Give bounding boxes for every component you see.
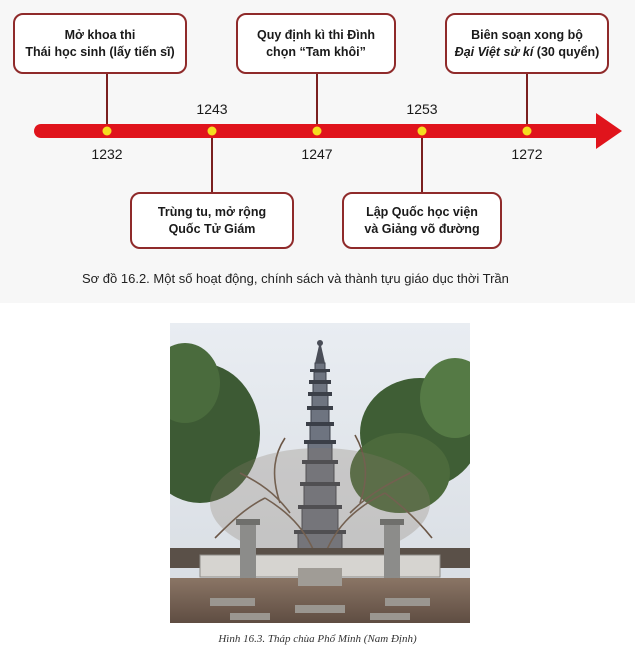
diagram-caption: Sơ đồ 16.2. Một số hoạt động, chính sách và thành tựu giáo dục thời Trần <box>82 271 509 286</box>
event-text-1272-line1: Biên soạn xong bộ <box>471 27 583 42</box>
event-box-1253 <box>342 192 502 249</box>
event-box-1247 <box>236 13 396 74</box>
year-label-1232: 1232 <box>91 146 123 162</box>
event-text-1247-line1: Quy định kì thi Đình <box>256 27 376 42</box>
year-label-1243: 1243 <box>196 101 228 117</box>
event-box-1232 <box>13 13 187 74</box>
timeline-dot-1253 <box>418 127 427 136</box>
year-label-1253: 1253 <box>406 101 438 117</box>
timeline-dot-1272 <box>523 127 532 136</box>
event-text-1272-volumes: (30 quyển) <box>533 44 600 59</box>
year-label-1247: 1247 <box>301 146 333 162</box>
event-box-1272 <box>445 13 609 74</box>
timeline-dot-1243 <box>208 127 217 136</box>
photo-caption: Hình 16.3. Tháp chùa Phổ Minh (Nam Định) <box>218 633 417 645</box>
event-text-1272-line2 <box>455 44 600 61</box>
pagoda-photo <box>170 323 470 623</box>
event-text-1232-line2: Thái học sinh (lấy tiến sĩ) <box>25 44 175 59</box>
event-text-1272-book-title: Đại Việt sử kí <box>454 44 534 59</box>
event-text-1247-line2: chọn “Tam khôi” <box>266 44 366 59</box>
event-text-1232-line1: Mở khoa thi <box>64 27 136 42</box>
timeline-dot-1232 <box>103 127 112 136</box>
timeline-dot-1247 <box>313 127 322 136</box>
timeline-arrow-head <box>596 113 622 149</box>
event-box-1243 <box>130 192 294 249</box>
year-label-1272: 1272 <box>511 146 543 162</box>
event-text-1243-line1: Trùng tu, mở rộng <box>157 204 267 219</box>
event-text-1243-line2: Quốc Tử Giám <box>168 221 256 236</box>
event-text-1253-line1: Lập Quốc học viện <box>366 204 478 219</box>
event-text-1253-line2: và Giảng võ đường <box>364 221 480 236</box>
